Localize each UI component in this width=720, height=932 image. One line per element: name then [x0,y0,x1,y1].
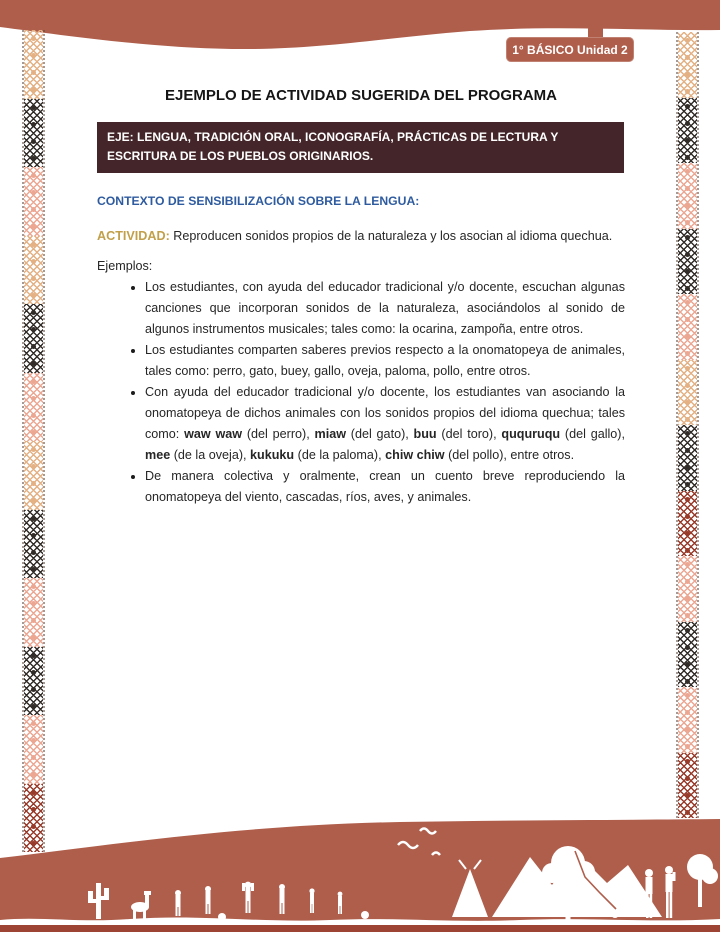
left-border-pattern [22,30,45,852]
example-bullet [145,466,625,508]
quechua-word: chiw chiw [385,448,445,462]
bush-icon [361,911,369,919]
bullet-text: Con ayuda del educador tradicional y/o docente, los estudiantes van asociando la onomatopeya de dichos animales con los sonidos propios del idioma quechua; tales como: [145,385,625,441]
bullet-text: Los estudiantes comparten saberes previos respecto a la onomatopeya de animales, tales como: perro, gato, buey, gallo, oveja, paloma, pollo, entre otros. [145,343,625,378]
weave-segment [678,163,697,229]
weave-segment [24,99,43,168]
eje-banner-label: EJE: LENGUA, TRADICIÓN ORAL, ICONOGRAFÍA, PRÁCTICAS DE LECTURA Y ESCRITURA DE LOS PUEBLOS ORIGINARIOS. [107,130,559,164]
quechua-word: mee [145,448,171,462]
weave-segment [678,491,697,557]
eje-banner [97,122,624,173]
weave-segment [678,229,697,295]
bush-icon [218,913,226,921]
bush-icon [611,910,619,918]
weave-segment [24,373,43,442]
unit-badge-label: 1° BÁSICO Unidad 2 [512,42,628,57]
footer-illustration [0,817,720,932]
examples-list [97,277,625,508]
example-bullet [145,340,625,382]
bullet-text: Los estudiantes, con ayuda del educador tradicional y/o docente, escuchan algunas canciones que incorporan sonidos de la naturaleza, asociándolos al sonido de algunos instrumentos musicales; tales como: la ocarina, zampoña, entre otros. [145,280,625,336]
bullet-text: De manera colectiva y oralmente, crean un cuento breve reproduciendo la onomatopeya del viento, cascadas, ríos, aves, y animales. [145,469,625,504]
quechua-word: waw waw [184,427,243,441]
weave-segment [24,647,43,716]
bush-icon [536,909,544,917]
example-bullet [145,277,625,340]
weave-segment [24,304,43,373]
weave-segment [678,360,697,426]
weave-segment [678,425,697,491]
weave-segment [678,98,697,164]
quechua-word: ququruqu [501,427,561,441]
weave-segment [678,294,697,360]
quechua-word: kukuku [250,448,295,462]
examples-heading: Ejemplos: [97,259,153,273]
weave-segment [24,510,43,579]
weave-segment [678,556,697,622]
footer-bottom-strip [0,925,720,932]
weave-segment [678,622,697,688]
activity-line [97,226,625,246]
weave-segment [24,578,43,647]
weave-segment [24,236,43,305]
page-title: EJEMPLO DE ACTIVIDAD SUGERIDA DEL PROGRAMA [165,87,557,104]
activity-text: Reproducen sonidos propios de la naturaleza y los asocian al idioma quechua. [169,229,613,243]
quechua-word: buu [413,427,437,441]
weave-segment [678,32,697,98]
example-bullet: • Con ayuda del educador tradicional y/o docente, los estudiantes van asociando la onomatopeya de dichos animales con los sonidos propios del idioma quechua; tales como: waw waw (del perro), miaw (del gato), buu (del toro), ququruqu (del gallo), mee (de la oveja), kukuku (de la paloma), chiw chiw (del pollo), entre otros. [145,382,625,466]
weave-segment [678,687,697,753]
weave-segment [678,753,697,819]
quechua-word: miaw [314,427,346,441]
weave-segment [24,167,43,236]
weave-segment [24,441,43,510]
right-border-pattern [676,32,699,818]
weave-segment [24,30,43,99]
unit-badge [506,37,634,62]
weave-segment [24,715,43,784]
activity-label: ACTIVIDAD: [97,229,170,243]
context-heading: CONTEXTO DE SENSIBILIZACIÓN SOBRE LA LENGUA: [97,194,420,208]
